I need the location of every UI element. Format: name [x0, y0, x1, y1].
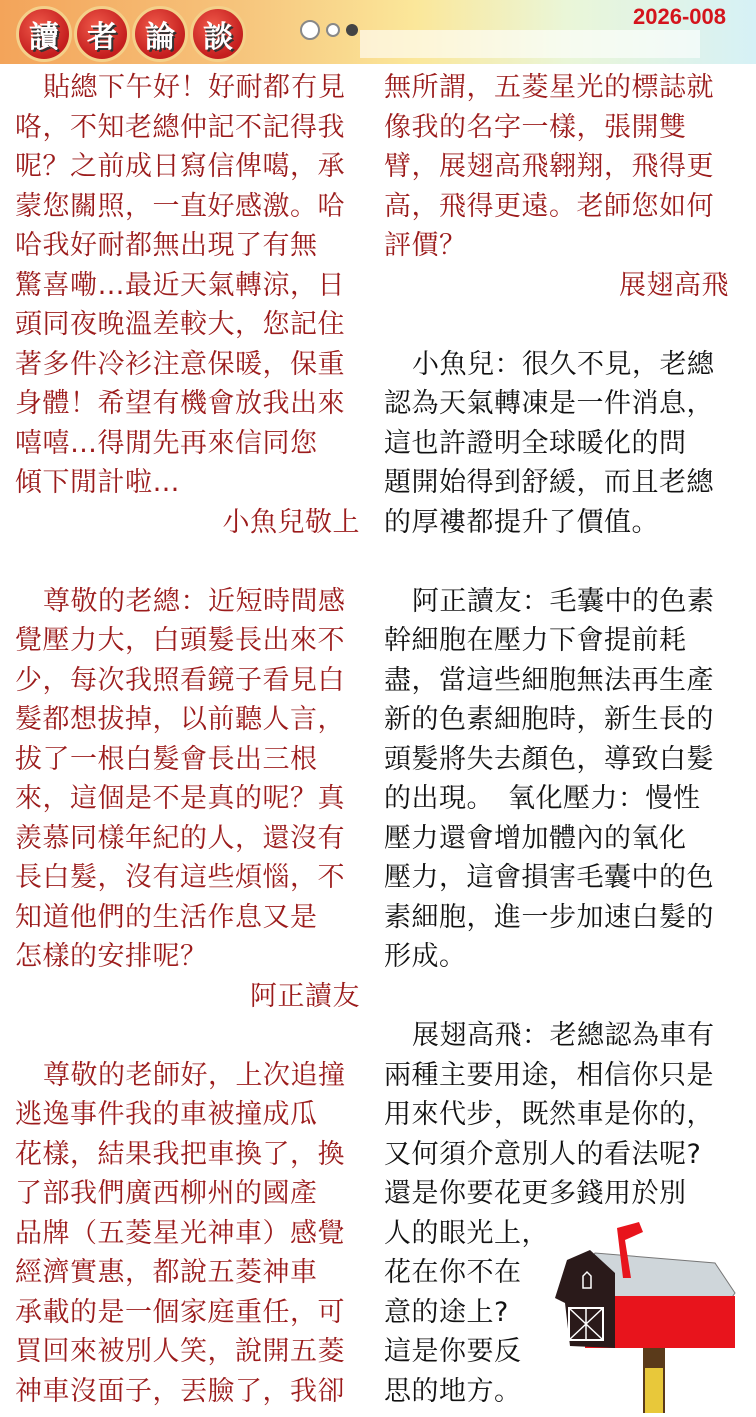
reply-line: 用來代步，既然車是你的， — [384, 1099, 714, 1130]
continuation-line: 高，飛得更遠。老師您如何 — [384, 190, 714, 222]
letter-block — [15, 582, 360, 1017]
letter-line: 拔了一根白髮會長出三根 — [15, 743, 318, 775]
reply-line: 認為天氣轉凍是一件消息， — [384, 388, 714, 419]
circle-icon — [300, 20, 320, 40]
mailbox-icon — [555, 1218, 740, 1417]
continuation-line: 像我的名字一樣，張開雙 — [384, 111, 687, 143]
letter-line: 承載的是一個家庭重任，可 — [15, 1296, 345, 1328]
letter-line: 買回來被別人笑，說開五菱 — [15, 1336, 345, 1367]
letter-line: 逃逸事件我的車被撞成瓜 — [15, 1099, 318, 1130]
paragraph-gap — [15, 1016, 360, 1056]
decorative-dots — [300, 20, 358, 40]
left-column — [15, 68, 360, 1411]
letter-line: 身體！希望有機會放我出來 — [15, 388, 345, 419]
letter-line: 貼總下午好！好耐都冇見 — [43, 72, 346, 103]
title-char: 論 — [132, 6, 188, 62]
reply-line: 壓力，這會損害毛囊中的色 — [384, 862, 714, 893]
reply-block — [384, 345, 729, 543]
letter-line: 長白髮，沒有這些煩惱，不 — [15, 862, 345, 893]
letter-block — [15, 68, 360, 542]
continuation-line: 無所謂，五菱星光的標誌就 — [384, 72, 714, 103]
letter-line: 驚喜嘞…最近天氣轉涼，日 — [15, 269, 345, 301]
title-char: 讀 — [16, 6, 72, 62]
signature: 展翅高飛 — [619, 269, 729, 301]
reply-line: 花在你不在 — [384, 1257, 522, 1288]
signature: 小魚兒敬上 — [222, 506, 360, 538]
letter-line: 來，這個是不是真的呢？真 — [15, 783, 345, 814]
reply-line: 兩種主要用途，相信你只是 — [384, 1059, 714, 1091]
issue-number: 2026-008 — [633, 4, 726, 29]
letter-line: 髮都想拔掉，以前聽人言， — [15, 704, 345, 735]
dot-icon — [346, 24, 358, 36]
title-char: 者 — [74, 6, 130, 62]
letter-line: 少，每次我照看鏡子看見白 — [15, 664, 345, 696]
letter-line: 品牌（五菱星光神車）感覺 — [15, 1217, 345, 1249]
letter-line: 尊敬的老師好，上次追撞 — [43, 1059, 346, 1091]
reply-line: 題開始得到舒緩，而且老總 — [384, 467, 714, 498]
section-title — [16, 6, 246, 62]
letter-line: 哈我好耐都無出現了有無 — [15, 230, 318, 261]
reply-line: 這也許證明全球暖化的問 — [384, 427, 687, 459]
reply-line: 新的色素細胞時，新生長的 — [384, 704, 714, 735]
letter-line: 著多件冷衫注意保暖，保重 — [15, 348, 345, 380]
reply-line: 素細胞，進一步加速白髮的 — [384, 901, 714, 933]
reply-line: 形成。 — [384, 941, 467, 972]
reply-line: 壓力還會增加體內的氧化 — [384, 822, 687, 854]
reply-block — [384, 582, 729, 977]
reply-line: 人的眼光上， — [384, 1217, 549, 1249]
circle-icon — [326, 23, 340, 37]
letter-line: 呢？之前成日寫信俾噶，承 — [15, 151, 345, 182]
letter-line: 花樣，結果我把車換了，換 — [15, 1138, 345, 1170]
reply-line: 盡，當這些細胞無法再生產 — [384, 664, 714, 696]
paragraph-gap — [15, 542, 360, 582]
letter-line: 蒙您關照，一直好感激。哈 — [15, 190, 345, 222]
reply-line: 幹細胞在壓力下會提前耗 — [384, 625, 687, 656]
letter-line: 經濟實惠，都說五菱神車 — [15, 1257, 318, 1288]
paragraph-gap — [384, 305, 729, 345]
paragraph-gap — [384, 977, 729, 1017]
reply-line: 的厚褸都提升了價值。 — [384, 506, 659, 538]
reply-line: 這是你要反 — [384, 1336, 522, 1367]
page-header — [0, 0, 756, 64]
continuation-block — [384, 68, 729, 305]
letter-line: 尊敬的老總：近短時間感 — [43, 585, 346, 617]
continuation-line: 臂，展翅高飛翱翔，飛得更 — [384, 151, 714, 182]
letter-line: 了部我們廣西柳州的國產 — [15, 1178, 318, 1209]
letter-line: 羨慕同樣年紀的人，還沒有 — [15, 822, 345, 854]
reply-line: 展翅高飛：老總認為車有 — [412, 1020, 715, 1051]
letter-line: 傾下閒計啦… — [15, 467, 180, 498]
letter-line: 怎樣的安排呢？ — [15, 941, 208, 972]
signature: 阿正讀友 — [250, 980, 360, 1012]
letter-line: 頭同夜晚溫差較大，您記住 — [15, 309, 345, 340]
reply-line: 阿正讀友：毛囊中的色素 — [412, 585, 715, 617]
letter-line: 神車沒面子，丟臉了，我卻 — [15, 1375, 345, 1407]
reply-line: 還是你要花更多錢用於別 — [384, 1178, 687, 1209]
letter-block — [15, 1056, 360, 1412]
letter-line: 覺壓力大，白頭髮長出來不 — [15, 625, 345, 656]
reply-line: 的出現。 氧化壓力：慢性 — [384, 783, 701, 814]
reply-line: 小魚兒：很久不見，老總 — [412, 348, 715, 380]
reply-line: 頭髮將失去顏色，導致白髮 — [384, 743, 714, 775]
header-band — [360, 30, 700, 58]
paragraph-gap — [384, 542, 729, 582]
right-column — [384, 68, 729, 1411]
letter-line: 嘻嘻…得閒先再來信同您 — [15, 427, 318, 459]
reply-line: 又何須介意別人的看法呢? — [384, 1138, 702, 1170]
reply-line: 思的地方。 — [384, 1375, 522, 1407]
letter-line: 知道他們的生活作息又是 — [15, 901, 318, 933]
letter-line: 咯，不知老總仲記不記得我 — [15, 111, 345, 143]
title-char: 談 — [190, 6, 246, 62]
continuation-line: 評價？ — [384, 230, 467, 261]
reply-line: 意的途上? — [384, 1296, 509, 1328]
